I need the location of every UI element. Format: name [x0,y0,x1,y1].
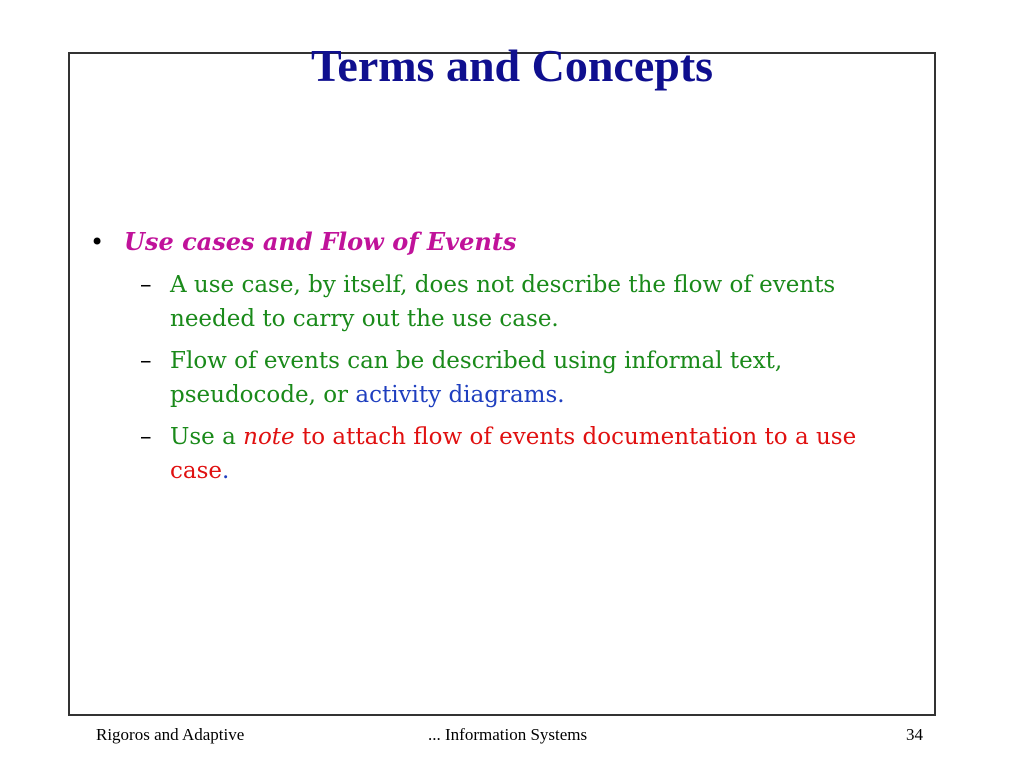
sub-bullet-dash: – [140,424,152,450]
sub-bullet-text-part: to attach flow of events documentation to a use case [170,424,857,484]
sub-bullet-item [140,344,908,412]
note-term: note [243,424,295,450]
slide-title: Terms and Concepts [310,40,714,91]
sub-bullet-item [140,420,908,488]
sub-bullet-text-period: . [557,382,565,408]
sub-bullet-dash: – [140,348,152,374]
activity-diagrams-term: activity diagrams [355,382,558,408]
slide-content [88,222,908,496]
sub-bullet-text-part: Use a [170,424,244,450]
sub-bullet-text-part: A use case, by itself, does not describe the flow of events needed to carry out the use case. [170,272,836,332]
page-number: 34 [906,725,923,744]
footer-center-text: ... Information Systems [428,725,588,744]
bullet-marker: • [90,228,105,256]
sub-bullet-text [170,268,908,336]
bullet-item [88,222,908,262]
sub-bullet-text [170,344,908,412]
sub-bullet-list [88,268,908,488]
sub-bullet-text-part: Flow of events can be described using informal text, pseudocode, or [170,348,783,408]
sub-bullet-text-period: . [222,458,230,484]
sub-bullet-item [140,268,908,336]
bullet-heading: Use cases and Flow of Events [124,227,517,256]
sub-bullet-dash: – [140,272,152,298]
sub-bullet-text [170,420,908,488]
footer-left-text: Rigoros and Adaptive [96,725,245,744]
